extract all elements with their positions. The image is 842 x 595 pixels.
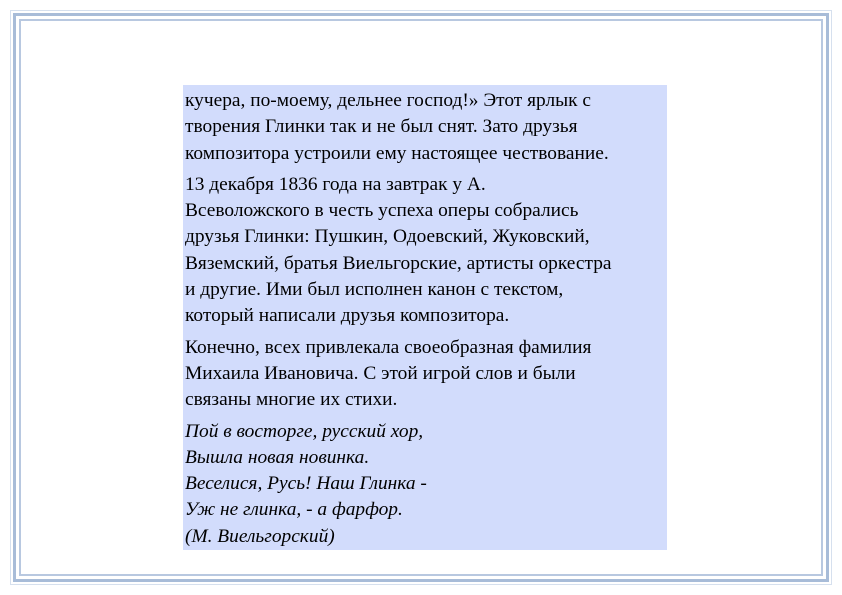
text-block: [183, 85, 667, 550]
text-line: Всеволожского в честь успеха оперы собрались: [185, 200, 579, 222]
poem-line: Веселися, Русь! Наш Глинка -: [185, 473, 427, 495]
text-line: кучера, по-моему, дельнее господ!» Этот ярлык с: [185, 90, 592, 111]
poem-author: (М. Виельгорский): [185, 525, 335, 547]
poem-line: Вышла новая новинка.: [185, 446, 370, 468]
text-line: творения Глинки так и не был снят. Зато друзья: [185, 116, 578, 138]
text-line: Михаила Ивановича. С этой игрой слов и были: [185, 362, 576, 384]
text-line: и другие. Ими был исполнен канон с текстом,: [185, 279, 564, 301]
text-line: Конечно, всех привлекала своеобразная фамилия: [185, 336, 592, 358]
paragraph-3: [185, 335, 665, 414]
poem-line: Пой в восторге, русский хор,: [185, 420, 424, 442]
poem-quote: [185, 419, 665, 550]
text-line: связаны многие их стихи.: [185, 389, 398, 411]
poem-line: Уж не глинка, - а фарфор.: [185, 499, 403, 521]
text-line: который написали друзья композитора.: [185, 305, 510, 327]
text-line: 13 декабря 1836 года на завтрак у А.: [185, 173, 486, 195]
text-line: Вяземский, братья Виельгорские, артисты оркестра: [185, 252, 612, 274]
paragraph-1: [185, 88, 665, 167]
text-line: друзья Глинки: Пушкин, Одоевский, Жуковский,: [185, 226, 590, 248]
paragraph-2: [185, 172, 665, 330]
text-line: композитора устроили ему настоящее чествование.: [185, 142, 609, 164]
